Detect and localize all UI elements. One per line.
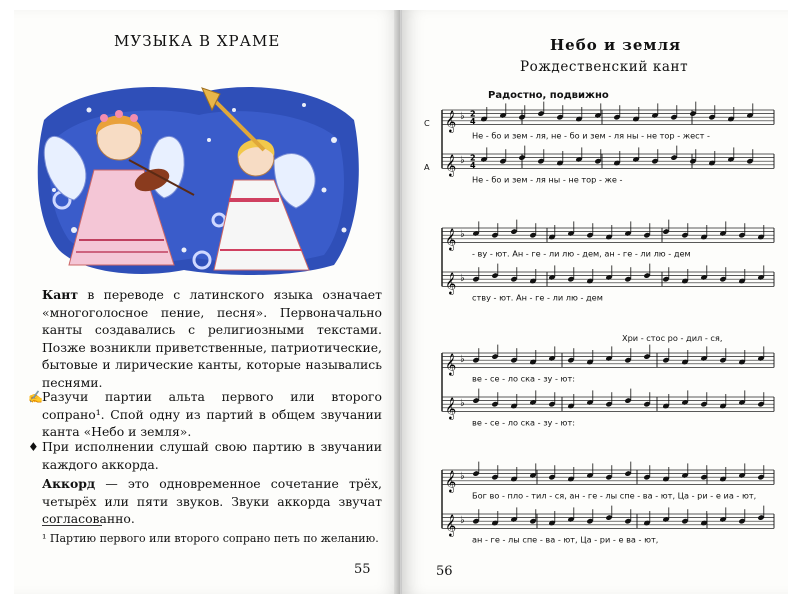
book-spread [14,10,788,594]
term-kant: Кант [42,287,79,302]
lyrics-lower-voice: ству - ют. Ан - ге - ли лю - дем [472,292,603,303]
task-learn-part [28,388,382,441]
task1-text: Разучи партии альта первого или второго сопрано¹. Спой одну из партий в общем звучании канта «Небо и земля». [42,389,382,439]
chord-definition [42,475,382,528]
task2-text: При исполнении слушай свою партию в звучании каждого аккорда. [42,439,382,472]
footnote-rule [42,525,102,526]
treble-clef-icon: 𝄞 [445,514,457,537]
angels-illustration [34,80,364,280]
lyrics-lower-voice: ве - се - ло ска - зу - ют: [472,417,575,428]
page-number-right: 56 [436,564,453,579]
treble-clef-icon: 𝄞 [445,228,457,251]
chapter-title: МУЗЫКА В ХРАМЕ [114,32,281,50]
quill-icon: ✍ [28,390,43,404]
treble-clef-icon: 𝄞 [445,353,457,376]
time-signature-top: 2 [470,109,476,119]
footnote: ¹ Партию первого или второго сопрано петь по желанию. [42,532,379,545]
voice-label-soprano: С [424,118,430,128]
flat-key-signature: ♭ [460,471,465,483]
treble-clef-icon: 𝄞 [445,110,457,133]
task-listen [28,438,382,473]
tempo-marking: Радостно, подвижно [488,90,609,101]
treble-clef-icon: 𝄞 [445,154,457,177]
lyrics-lower-voice: ан - ге - лы спе - ва - ют, Ца - ри - е ва - ют, [472,534,659,545]
flat-key-signature: ♭ [460,111,465,123]
chord-definition-text: — это одновременное сочетание трёх, четырёх или пяти звуков. Звуки аккорда звучат согласованно. [42,476,382,526]
time-signature-bottom: 4 [470,116,476,126]
lyrics-above-staff: Хри - стос ро - дил - ся, [622,333,723,343]
voice-label-alto: А [424,162,430,172]
lyrics-upper-voice: Не - бо и зем - ля, не - бо и зем - ля ны - не тор - жест - [472,130,710,141]
kant-definition-text: в переводе с латинского языка означает «многоголосное пение, песня». Первоначально канты создавались с религиозными текстами. Позже возникли приветственные, патриотические, бытовые и лирические канты, которые назывались песнями. [42,287,382,390]
music-score [402,98,788,568]
lyrics-lower-voice: Не - бо и зем - ля ны - не тор - же - [472,174,623,185]
treble-clef-icon: 𝄞 [445,470,457,493]
left-page [14,10,400,594]
kant-definition [42,286,382,391]
right-page [402,10,788,594]
lyrics-upper-voice: - ву - ют. Ан - ге - ли лю - дем, ан - ге - ли лю - дем [472,248,691,259]
time-signature-bottom: 4 [470,160,476,170]
lyrics-upper-voice: Бог во - пло - тил - ся, ан - ге - лы спе - ва - ют, Ца - ри - е иа - ют, [472,490,757,501]
page-number-left: 55 [354,562,371,577]
song-title: Небо и земля [550,36,682,54]
flat-key-signature: ♭ [460,515,465,527]
flat-key-signature: ♭ [460,354,465,366]
term-chord: Аккорд [42,476,96,491]
time-signature-top: 2 [470,153,476,163]
treble-clef-icon: 𝄞 [445,272,457,295]
flat-key-signature: ♭ [460,155,465,167]
flat-key-signature: ♭ [460,273,465,285]
song-subtitle: Рождественский кант [520,59,689,75]
lyrics-upper-voice: ве - се - ло ска - зу - ют: [472,373,575,384]
treble-clef-icon: 𝄞 [445,397,457,420]
diamond-icon: ♦ [28,440,39,454]
flat-key-signature: ♭ [460,229,465,241]
flat-key-signature: ♭ [460,398,465,410]
